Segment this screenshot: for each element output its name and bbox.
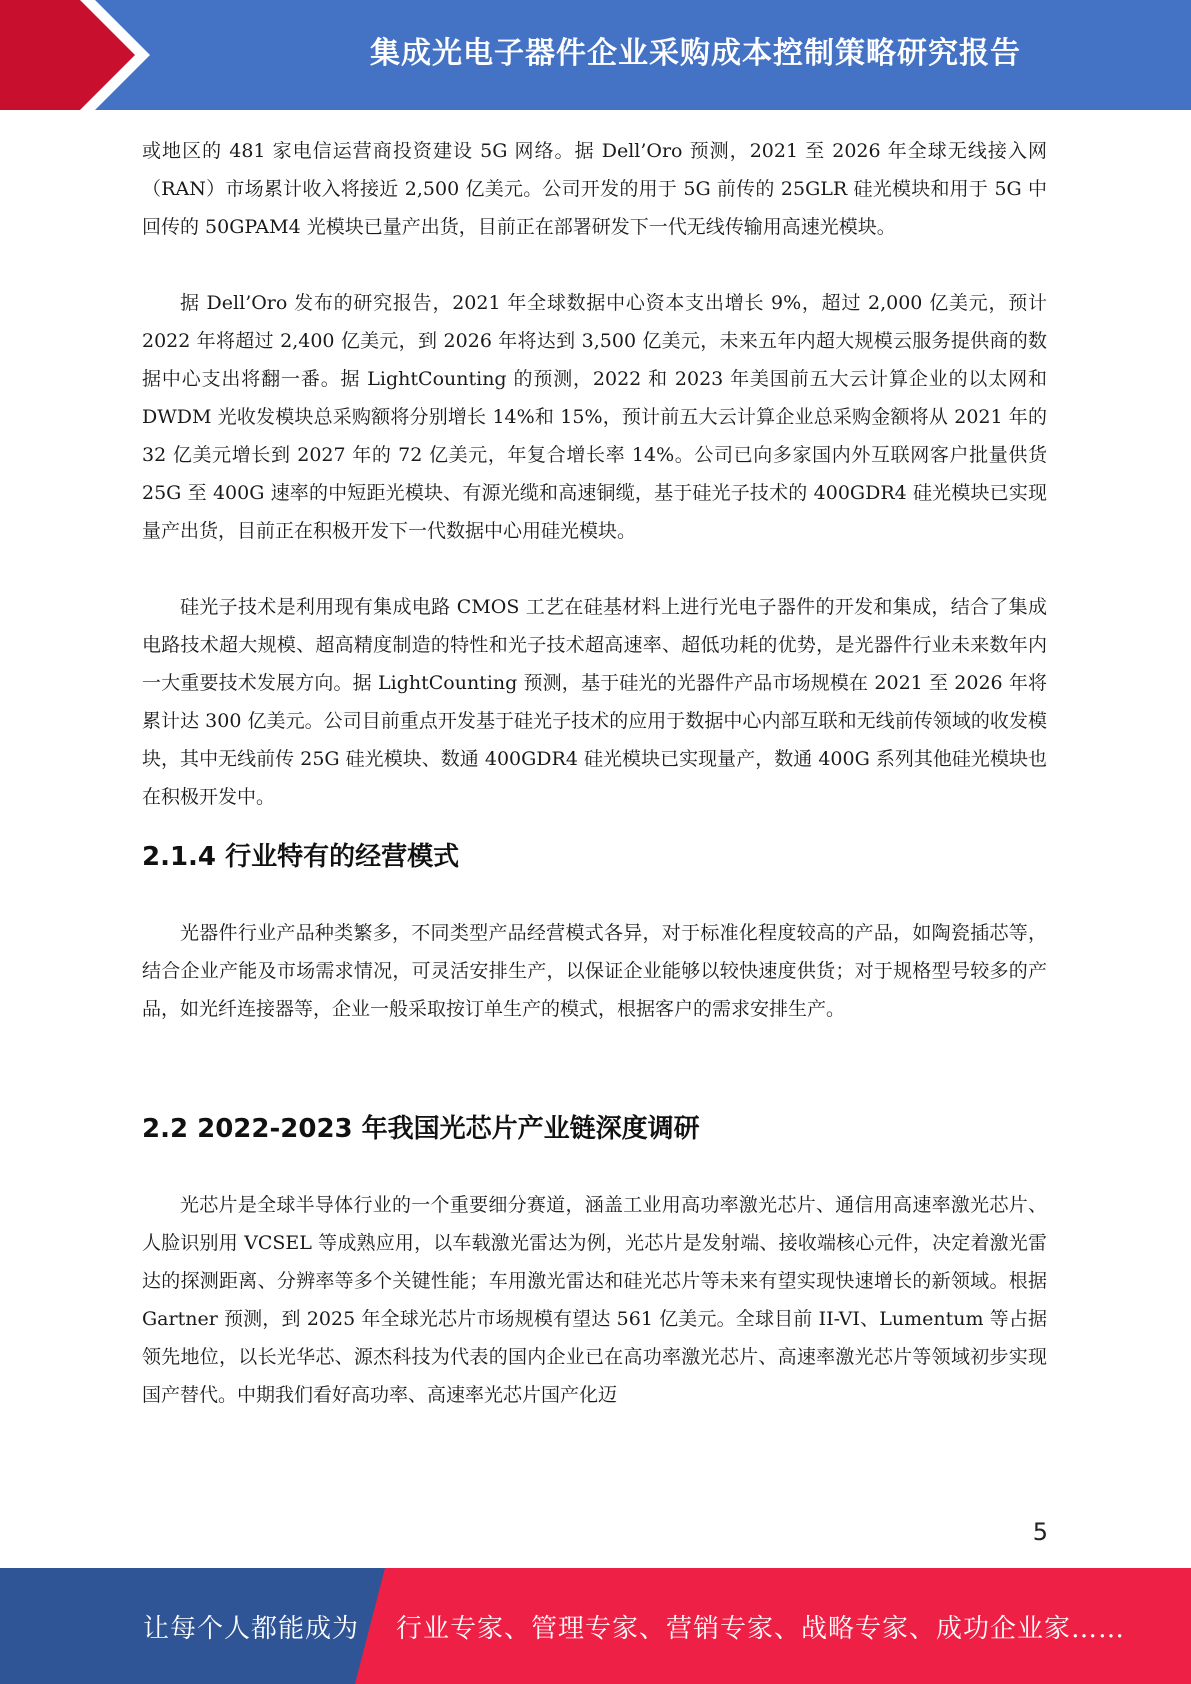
- document-body: [142, 132, 1047, 1414]
- paragraph-silicon-photonics: 硅光子技术是利用现有集成电路 CMOS 工艺在硅基材料上进行光电子器件的开发和集成，结合了集成电路技术超大规模、超高精度制造的特性和光子技术超高速率、超低功耗的优势，是光器件行业未来数年内一大重要技术发展方向。据 LightCounting 预测，基于硅光的光器件产品市场规模在 2021 至 2026 年将累计达 300 亿美元。公司目前重点开发基于硅光子技术的应用于数据中心内部互联和无线前传领域的收发模块，其中无线前传 25G 硅光模块、数通 400GDR4 硅光模块已实现量产，数通 400G 系列其他硅光模块也在积极开发中。: [142, 596, 1047, 808]
- paragraph-gap: [142, 550, 1047, 588]
- section-gap: [142, 1148, 1047, 1186]
- section-gap: [142, 876, 1047, 914]
- paragraph-business-model: 光器件行业产品种类繁多，不同类型产品经营模式各异，对于标准化程度较高的产品，如陶瓷插芯等，结合企业产能及市场需求情况，可灵活安排生产，以保证企业能够以较快速度供货；对于规格型号较多的产品，如光纤连接器等，企业一般采取按订单生产的模式，根据客户的需求安排生产。: [142, 922, 1047, 1020]
- header-red-chevron: [0, 0, 145, 110]
- section-gap: [142, 1028, 1047, 1110]
- section-gap: [142, 816, 1047, 838]
- footer-banner: [0, 1568, 1191, 1684]
- report-title: 集成光电子器件企业采购成本控制策略研究报告: [370, 36, 1021, 71]
- paragraph-gap: [142, 246, 1047, 284]
- footer-slogan-left: 让每个人都能成为: [143, 1613, 360, 1644]
- paragraph-5g-ran: 或地区的 481 家电信运营商投资建设 5G 网络。据 Dell’Oro 预测，2021 至 2026 年全球无线接入网（RAN）市场累计收入将接近 2,500 亿美元。公司开发的用于 5G 前传的 25GLR 硅光模块和用于 5G 中回传的 50GPAM4 光模块已量产出货，目前正在部署研发下一代无线传输用高速光模块。: [142, 140, 1047, 238]
- paragraph-optical-chip: 光芯片是全球半导体行业的一个重要细分赛道，涵盖工业用高功率激光芯片、通信用高速率激光芯片、人脸识别用 VCSEL 等成熟应用，以车载激光雷达为例，光芯片是发射端、接收端核心元件，决定着激光雷达的探测距离、分辨率等多个关键性能；车用激光雷达和硅光芯片等未来有望实现快速增长的新领域。根据 Gartner 预测，到 2025 年全球光芯片市场规模有望达 561 亿美元。全球目前 II-VI、Lumentum 等占据领先地位，以长光华芯、源杰科技为代表的国内企业已在高功率激光芯片、高速率激光芯片等领域初步实现国产替代。中期我们看好高功率、高速率光芯片国产化迈: [142, 1194, 1047, 1406]
- header-banner: [0, 0, 1191, 110]
- page-number: 5: [1032, 1518, 1048, 1546]
- footer-slogan-right: 行业专家、管理专家、营销专家、战略专家、成功企业家……: [396, 1613, 1126, 1644]
- section-heading-optical-chip: 2.2 2022-2023 年我国光芯片产业链深度调研: [142, 1114, 700, 1144]
- section-heading-business-model: 2.1.4 行业特有的经营模式: [142, 842, 460, 872]
- paragraph-data-center: 据 Dell’Oro 发布的研究报告，2021 年全球数据中心资本支出增长 9%，超过 2,000 亿美元，预计 2022 年将超过 2,400 亿美元，到 2026 年将达到 3,500 亿美元，未来五年内超大规模云服务提供商的数据中心支出将翻一番。据 LightCounting 的预测，2022 和 2023 年美国前五大云计算企业的以太网和 DWDM 光收发模块总采购额将分别增长 14%和 15%，预计前五大云计算企业总采购金额将从 2021 年的 32 亿美元增长到 2027 年的 72 亿美元，年复合增长率 14%。公司已向多家国内外互联网客户批量供货 25G 至 400G 速率的中短距光模块、有源光缆和高速铜缆，基于硅光子技术的 400GDR4 硅光模块已实现量产出货，目前正在积极开发下一代数据中心用硅光模块。: [142, 292, 1047, 542]
